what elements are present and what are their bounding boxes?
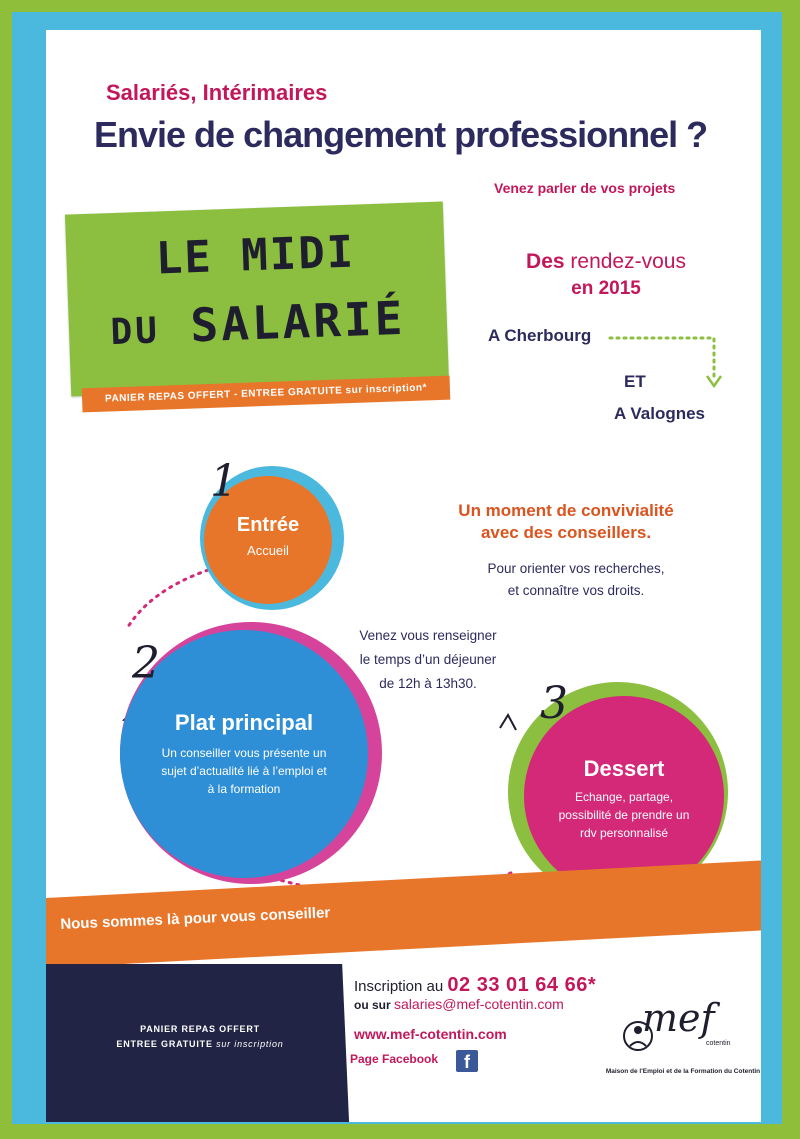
location-cherbourg: A Cherbourg xyxy=(488,326,592,345)
footer-slogan: Nous sommes là pour vous conseiller xyxy=(60,904,331,933)
lunch-line2: le temps d’un déjeuner xyxy=(359,652,497,667)
step2-title: Plat principal xyxy=(174,710,314,735)
step1-number: 1 xyxy=(210,456,238,507)
registration-label: Inscription au xyxy=(354,978,444,995)
facebook-link[interactable]: Page Facebook xyxy=(350,1052,439,1066)
footer-offer-inscription: sur inscription xyxy=(216,1039,284,1049)
or-label: ou sur xyxy=(354,998,391,1012)
step3-text: Echange, partage, possibilité de prendre un rdv personnalisé xyxy=(558,790,690,840)
location-valognes: A Valognes xyxy=(614,404,706,423)
headline: Envie de changement professionnel ? xyxy=(94,114,708,155)
registration-phone-line xyxy=(354,974,596,997)
footer-offer-line1: PANIER REPAS OFFERT xyxy=(140,1024,260,1034)
rdv-des: Des xyxy=(526,250,565,273)
offer-strip: PANIER REPAS OFFERT - ENTREE GRATUITE sur inscription* xyxy=(82,376,451,413)
rdv-word: rendez-vous xyxy=(570,250,686,273)
moment-details xyxy=(426,558,726,602)
event-title-line2 xyxy=(68,289,448,356)
rdv-year: en 2015 xyxy=(571,278,641,299)
footer-offer xyxy=(70,1022,330,1052)
tagline: Venez parler de vos projets xyxy=(494,180,676,196)
email-link[interactable]: salaries@mef-cotentin.com xyxy=(394,996,564,1012)
subtitle: Salariés, Intérimaires xyxy=(106,80,328,105)
registration-email-line xyxy=(354,996,564,1012)
rdv-line1 xyxy=(486,250,726,274)
mef-full-name: Maison de l'Emploi et de la Formation du Cotentin xyxy=(605,1068,761,1075)
flyer-page xyxy=(46,30,761,1122)
moment-sub2: et connaître vos droits. xyxy=(507,583,645,598)
event-title-line1: LE MIDI xyxy=(154,226,357,285)
footer-offer-line2 xyxy=(70,1037,330,1052)
step1-title: Entrée xyxy=(236,514,300,536)
phone-number[interactable]: 02 33 01 64 66* xyxy=(447,974,597,996)
mef-logo-text: mef xyxy=(642,996,715,1040)
lunch-line1: Venez vous renseigner xyxy=(359,628,497,643)
footer-offer-free: ENTREE GRATUITE xyxy=(116,1039,213,1049)
event-title-du: DU xyxy=(109,310,161,354)
event-title-box xyxy=(65,201,449,396)
mef-logo-sub: cotentin xyxy=(706,1040,731,1047)
moment-line1: Un moment de convivialité xyxy=(458,501,674,520)
lunch-line3: de 12h à 13h30. xyxy=(379,676,477,691)
step2-text: Un conseiller vous présente un sujet d’actualité lié à l’emploi et à la formation xyxy=(161,746,327,796)
moment-sub1: Pour orienter vos recherches, xyxy=(487,561,665,576)
step1-text: Accueil xyxy=(247,543,289,558)
lunch-info xyxy=(308,624,548,696)
location-and: ET xyxy=(624,372,646,391)
event-title-salarie: SALARIÉ xyxy=(189,290,407,353)
moment-heading xyxy=(406,500,726,544)
website-link[interactable]: www.mef-cotentin.com xyxy=(354,1026,507,1042)
step3-title: Dessert xyxy=(583,756,665,781)
step3-number: 3 xyxy=(540,678,568,729)
step2-number: 2 xyxy=(132,638,160,689)
facebook-icon[interactable]: f xyxy=(456,1050,478,1072)
moment-line2: avec des conseillers. xyxy=(480,523,652,542)
